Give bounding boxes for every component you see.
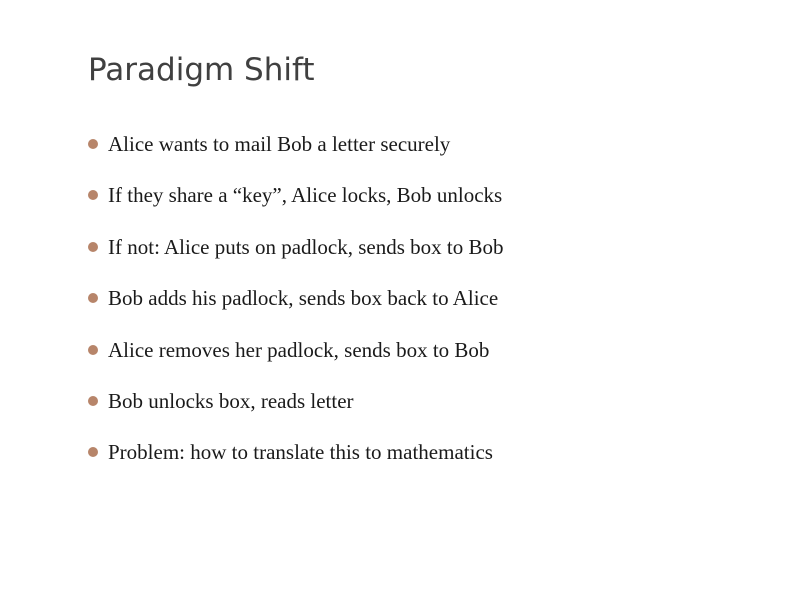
bullet-text: Problem: how to translate this to mathematics [108,440,493,465]
bullet-list [88,126,503,486]
list-item [88,383,503,434]
bullet-dot-icon [88,447,98,457]
bullet-dot-icon [88,139,98,149]
list-item [88,280,503,331]
bullet-text: If not: Alice puts on padlock, sends box to Bob [108,234,504,259]
bullet-dot-icon [88,396,98,406]
list-item [88,229,503,280]
bullet-text: Bob unlocks box, reads letter [108,388,354,413]
list-item [88,332,503,383]
bullet-text: Alice wants to mail Bob a letter securely [108,132,451,156]
list-item [88,434,503,485]
bullet-text: Alice removes her padlock, sends box to Bob [108,337,490,362]
bullet-dot-icon [88,242,98,252]
bullet-text: Bob adds his padlock, sends box back to Alice [108,286,499,311]
bullet-text: If they share a “key”, Alice locks, Bob unlocks [108,183,503,208]
list-item [88,177,503,228]
bullet-dot-icon [88,345,98,355]
slide-title: Paradigm Shift [88,52,315,88]
bullet-dot-icon [88,293,98,303]
list-item [88,126,503,177]
bullet-dot-icon [88,190,98,200]
